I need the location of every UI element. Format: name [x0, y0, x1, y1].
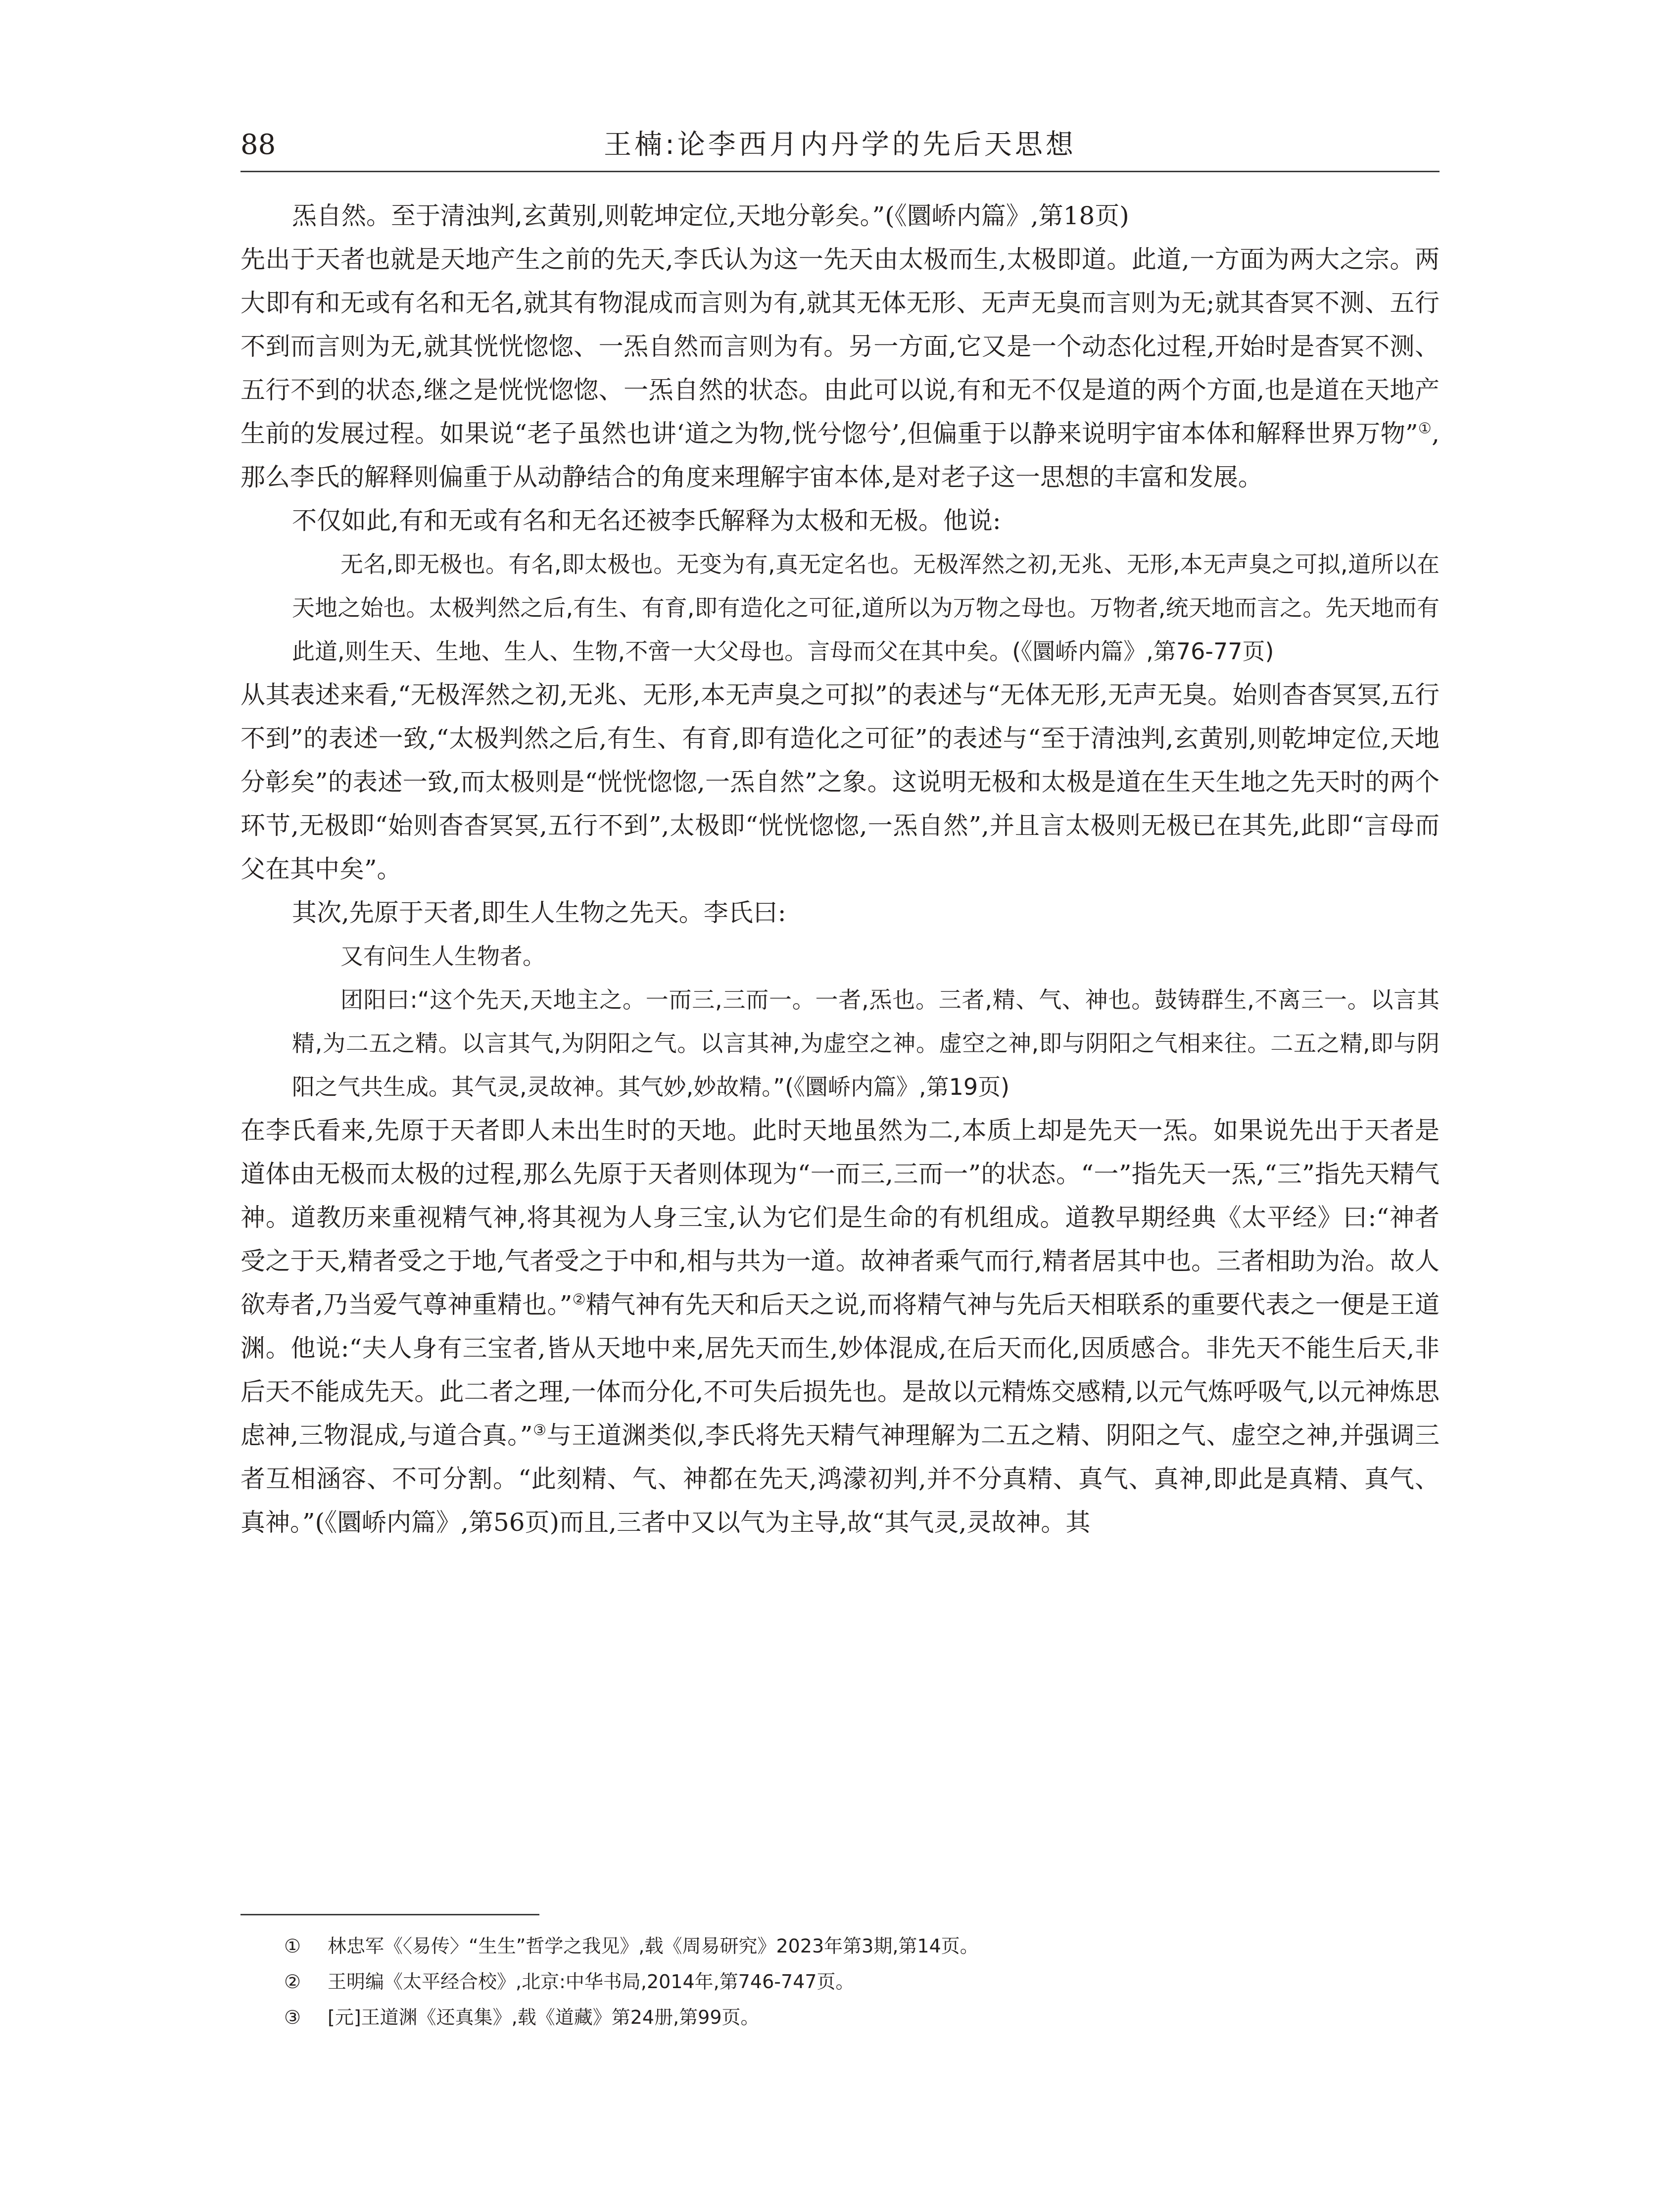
- footnote-text: 王明编《太平经合校》,北京:中华书局,2014年,第746-747页。: [328, 1971, 855, 1993]
- footnote: [240, 2000, 1440, 2035]
- footnote-mark: ①: [284, 1935, 301, 1957]
- footnote-mark: ②: [284, 1971, 301, 1993]
- footnotes: [240, 1928, 1440, 2035]
- body-text: [240, 194, 1440, 1544]
- page-number: 88: [240, 129, 276, 161]
- running-head: 王楠:论李西月内丹学的先后天思想: [604, 129, 1076, 161]
- paragraph-text: 在李氏看来,先原于天者即人未出生时的天地。此时天地虽然为二,本质上却是先天一炁。如果说先出于天者是道体由无极而太极的过程,那么先原于天者则体现为“一而三,三而一”的状态。“一”指先天一炁,“三”指先天精气神。道教历来重视精气神,将其视为人身三宝,认为它们是生命的有机组成。道教早期经典《太平经》曰:“神者受之于天,精者受之于地,气者受之于中和,相与共为一道。故神者乘气而行,精者居其中也。三者相助为治。故人欲寿者,乃当爱气尊神重精也。”: [240, 1116, 1440, 1319]
- footnote-ref[interactable]: ①: [1418, 420, 1432, 438]
- paragraph: 从其表述来看,“无极浑然之初,无兆、无形,本无声臭之可拟”的表述与“无体无形,无声无臭。始则杳杳冥冥,五行不到”的表述一致,“太极判然之后,有生、有育,即有造化之可征”的表述与“至于清浊判,玄黄别,则乾坤定位,天地分彰矣”的表述一致,而太极则是“恍恍惚惚,一炁自然”之象。这说明无极和太极是道在生天生地之先天时的两个环节,无极即“始则杳杳冥冥,五行不到”,太极即“恍恍惚惚,一炁自然”,并且言太极则无极已在其先,此即“言母而父在其中矣”。: [240, 681, 1440, 883]
- footnote-rule: [240, 1914, 539, 1915]
- footnote: [240, 1928, 1440, 1964]
- paragraph: 炁自然。至于清浊判,玄黄别,则乾坤定位,天地分彰矣。”(《圜峤内篇》,第18页): [292, 201, 1129, 230]
- footnote-text: 林忠军《〈易传〉“生生”哲学之我见》,载《周易研究》2023年第3期,第14页。: [328, 1935, 979, 1957]
- paragraph: 其次,先原于天者,即生人生物之先天。李氏曰:: [292, 898, 786, 927]
- paragraph: 不仅如此,有和无或有名和无名还被李氏解释为太极和无极。他说:: [292, 506, 1001, 535]
- block-quote: 团阳曰:“这个先天,天地主之。一而三,三而一。一者,炁也。三者,精、气、神也。鼓铸群生,不离三一。以言其精,为二五之精。以言其气,为阴阳之气。以言其神,为虚空之神。虚空之神,即与阴阳之气相来往。二五之精,即与阴阳之气共生成。其气灵,灵故神。其气妙,妙故精。”(《圜峤内篇》,第19页): [292, 986, 1440, 1100]
- paragraph: [240, 238, 1440, 499]
- paragraph-text: 与王道渊类似,李氏将先天精气神理解为二五之精、阴阳之气、虚空之神,并强调三者互相涵容、不可分割。“此刻精、气、神都在先天,鸿濛初判,并不分真精、真气、真神,即此是真精、真气、真神。”(《圜峤内篇》,第56页)而且,三者中又以气为主导,故“其气灵,灵故神。其: [240, 1421, 1440, 1537]
- footnote: [240, 1964, 1440, 2000]
- footnote-ref[interactable]: ②: [572, 1291, 586, 1309]
- paragraph-text: ,那么李氏的解释则偏重于从动静结合的角度来理解宇宙本体,是对老子这一思想的丰富和发展。: [240, 419, 1440, 491]
- block-quote: 又有问生人生物者。: [340, 943, 545, 970]
- footnote-text: [元]王道渊《还真集》,载《道藏》第24册,第99页。: [328, 2006, 760, 2028]
- paragraph: [240, 1109, 1440, 1544]
- paragraph-text: 先出于天者也就是天地产生之前的先天,李氏认为这一先天由太极而生,太极即道。此道,一方面为两大之宗。两大即有和无或有名和无名,就其有物混成而言则为有,就其无体无形、无声无臭而言则为无;就其杳冥不测、五行不到而言则为无,就其恍恍惚惚、一炁自然而言则为有。另一方面,它又是一个动态化过程,开始时是杳冥不测、五行不到的状态,继之是恍恍惚惚、一炁自然的状态。由此可以说,有和无不仅是道的两个方面,也是道在天地产生前的发展过程。如果说“老子虽然也讲‘道之为物,恍兮惚兮’,但偏重于以静来说明宇宙本体和解释世界万物”: [240, 245, 1440, 448]
- footnote-mark: ③: [284, 2006, 301, 2028]
- header-rule: [240, 171, 1440, 172]
- paragraph-text: 精气神有先天和后天之说,而将精气神与先后天相联系的重要代表之一便是王道渊。他说:“夫人身有三宝者,皆从天地中来,居先天而生,妙体混成,在后天而化,因质感合。非先天不能生后天,非后天不能成先天。此二者之理,一体而分化,不可失后损先也。是故以元精炼交感精,以元气炼呼吸气,以元神炼思虑神,三物混成,与道合真。”: [240, 1290, 1440, 1450]
- footnote-ref[interactable]: ③: [532, 1421, 547, 1439]
- block-quote: 无名,即无极也。有名,即太极也。无变为有,真无定名也。无极浑然之初,无兆、无形,本无声臭之可拟,道所以在天地之始也。太极判然之后,有生、有育,即有造化之可征,道所以为万物之母也。万物者,统天地而言之。先天地而有此道,则生天、生地、生人、生物,不啻一大父母也。言母而父在其中矣。(《圜峤内篇》,第76-77页): [292, 551, 1440, 665]
